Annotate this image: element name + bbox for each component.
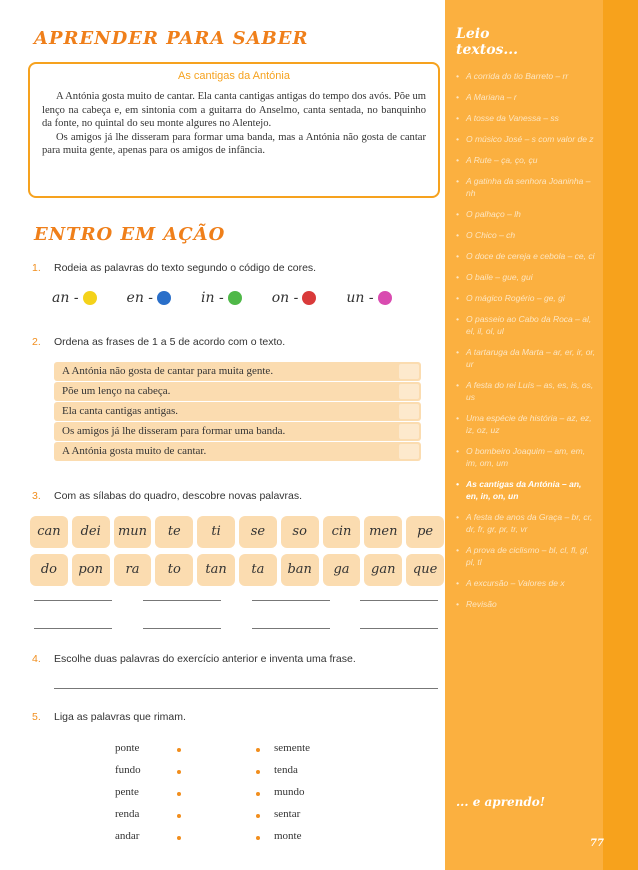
order-sentence xyxy=(54,382,421,401)
exercise-number: 3. xyxy=(32,490,41,502)
toc-item[interactable]: • A tosse da Vanessa – ss xyxy=(456,112,596,124)
story-paragraph-1: A Antónia gosta muito de cantar. Ela canta cantigas antigas do tempo dos avós. Põe um lenço na cabeça e, em sintonia com a guitarra do Anselmo, canta sentada, no banquinho da fonte, no quintal do seu monte algures no Alentejo. xyxy=(42,91,426,129)
code-label: an - xyxy=(52,290,79,306)
rhyme-left-word: andar xyxy=(115,830,140,842)
connect-dot[interactable] xyxy=(177,814,181,818)
rhyme-right-word: sentar xyxy=(274,808,301,820)
answer-line[interactable] xyxy=(34,600,112,601)
syllable: so xyxy=(281,516,319,548)
sidebar-title-line: textos... xyxy=(456,42,519,58)
toc-item[interactable]: • A tartaruga da Marta – ar, er, ir, or, ur xyxy=(456,346,596,370)
code-label: in - xyxy=(201,290,224,306)
syllable: ta xyxy=(239,554,277,586)
syllable: men xyxy=(364,516,402,548)
toc-item[interactable]: • Revisão xyxy=(456,598,596,610)
rhyme-right-word: tenda xyxy=(274,764,298,776)
splat-icon xyxy=(228,291,242,305)
answer-line[interactable] xyxy=(143,600,221,601)
sentence-line[interactable] xyxy=(54,688,438,689)
syllable: se xyxy=(239,516,277,548)
sentence-text: Põe um lenço na cabeça. xyxy=(62,385,171,397)
toc-item[interactable]: • A prova de ciclismo – bl, cl, fl, gl, pl, tl xyxy=(456,544,596,568)
order-sentence xyxy=(54,402,421,421)
section-header-entro: ENTRO EM AÇÃO xyxy=(34,224,226,245)
toc-item[interactable]: • O mágico Rogério – ge, gi xyxy=(456,292,596,304)
toc-item[interactable]: • O passeio ao Cabo da Roca – al, el, il, ol, ul xyxy=(456,313,596,337)
syllable: to xyxy=(155,554,193,586)
syllable: ra xyxy=(114,554,152,586)
toc-item[interactable]: • O baile – gue, gui xyxy=(456,271,596,283)
toc-item[interactable]: • A corrida do tio Barreto – rr xyxy=(456,70,596,82)
exercise-3 xyxy=(32,490,302,502)
syllable-row xyxy=(30,516,444,548)
toc-item[interactable]: • A festa de anos da Graça – br, cr, dr, fr, gr, pr, tr, vr xyxy=(456,511,596,535)
code-un xyxy=(346,290,391,306)
exercise-number: 4. xyxy=(32,653,41,665)
exercise-text: Liga as palavras que rimam. xyxy=(54,711,186,723)
toc-item[interactable]: • Uma espécie de história – az, ez, iz, oz, uz xyxy=(456,412,596,436)
page-number: 77 xyxy=(590,838,604,849)
syllable: pon xyxy=(72,554,110,586)
splat-icon xyxy=(302,291,316,305)
syllable: cin xyxy=(323,516,361,548)
exercise-text: Com as sílabas do quadro, descobre novas palavras. xyxy=(54,490,303,502)
syllable-grid xyxy=(30,516,444,592)
syllable: ga xyxy=(323,554,361,586)
answer-line[interactable] xyxy=(252,600,330,601)
sentence-text: Ela canta cantigas antigas. xyxy=(62,405,179,417)
syllable: can xyxy=(30,516,68,548)
exercise-5 xyxy=(32,711,186,723)
toc-item[interactable]: • A Rute – ça, ço, çu xyxy=(456,154,596,166)
connect-dot[interactable] xyxy=(256,814,260,818)
code-en xyxy=(127,290,171,306)
toc-item-active[interactable]: • As cantigas da Antónia – an, en, in, on, un xyxy=(456,478,596,502)
sidebar-footer: ... e aprendo! xyxy=(456,795,546,809)
number-slot[interactable] xyxy=(399,384,419,399)
rhyme-right-word: mundo xyxy=(274,786,305,798)
story-box xyxy=(28,62,440,198)
code-in xyxy=(201,290,242,306)
exercise-number: 2. xyxy=(32,336,41,348)
sentence-text: A Antónia não gosta de cantar para muita gente. xyxy=(62,365,274,377)
number-slot[interactable] xyxy=(399,444,419,459)
connect-dot[interactable] xyxy=(256,792,260,796)
toc-item[interactable]: • A excursão – Valores de x xyxy=(456,577,596,589)
syllable: te xyxy=(155,516,193,548)
sentence-text: Os amigos já lhe disseram para formar uma banda. xyxy=(62,425,286,437)
syllable: dei xyxy=(72,516,110,548)
sidebar-title xyxy=(456,26,518,58)
exercise-2 xyxy=(32,336,285,348)
order-sentence xyxy=(54,362,421,381)
number-slot[interactable] xyxy=(399,404,419,419)
syllable: pe xyxy=(406,516,444,548)
connect-dot[interactable] xyxy=(256,748,260,752)
rhyme-right-word: monte xyxy=(274,830,302,842)
toc-item[interactable]: • A festa do rei Luís – as, es, is, os, us xyxy=(456,379,596,403)
syllable: que xyxy=(406,554,444,586)
number-slot[interactable] xyxy=(399,364,419,379)
answer-line[interactable] xyxy=(34,628,112,629)
story-title: As cantigas da Antónia xyxy=(178,70,290,82)
syllable: gan xyxy=(364,554,402,586)
section-header-aprender: APRENDER PARA SABER xyxy=(34,28,309,49)
toc-item[interactable]: • O bombeiro Joaquim – am, em, im, om, um xyxy=(456,445,596,469)
connect-dot[interactable] xyxy=(256,836,260,840)
exercise-number: 1. xyxy=(32,262,41,274)
toc-item[interactable]: • O doce de cereja e cebola – ce, ci xyxy=(456,250,596,262)
code-label: on - xyxy=(271,290,299,306)
syllable: ti xyxy=(197,516,235,548)
toc-item[interactable]: • A gatinha da senhora Joaninha – nh xyxy=(456,175,596,199)
syllable: ban xyxy=(281,554,319,586)
answer-line[interactable] xyxy=(143,628,221,629)
syllable-row xyxy=(30,554,444,586)
story-paragraph-2: Os amigos já lhe disseram para formar uma banda, mas a Antónia não gosta de cantar para muita gente, apenas para os amigos de infância. xyxy=(42,131,426,156)
rhyme-right-word: semente xyxy=(274,742,311,754)
rhyme-left-word: pente xyxy=(115,786,139,798)
exercise-1 xyxy=(32,262,316,274)
rhyme-left-word: renda xyxy=(115,808,140,820)
code-label: en - xyxy=(126,290,154,306)
code-an xyxy=(52,290,97,306)
number-slot[interactable] xyxy=(399,424,419,439)
toc-item[interactable]: • O Chico – ch xyxy=(456,229,596,241)
answer-line[interactable] xyxy=(360,600,438,601)
connect-dot[interactable] xyxy=(177,836,181,840)
sidebar-edge xyxy=(603,0,638,870)
toc-item[interactable]: • O palhaço – lh xyxy=(456,208,596,220)
connect-dot[interactable] xyxy=(256,770,260,774)
sidebar-title-line: Leio xyxy=(456,26,490,42)
color-code xyxy=(52,290,392,306)
sentence-text: A Antónia gosta muito de cantar. xyxy=(62,445,207,457)
answer-line[interactable] xyxy=(252,628,330,629)
splat-icon xyxy=(378,291,392,305)
order-sentence xyxy=(54,442,421,461)
exercise-number: 5. xyxy=(32,711,41,723)
syllable: do xyxy=(30,554,68,586)
connect-dot[interactable] xyxy=(177,770,181,774)
order-sentence xyxy=(54,422,421,441)
code-label: un - xyxy=(346,290,374,306)
syllable: tan xyxy=(197,554,235,586)
rhyme-left-word: fundo xyxy=(115,764,141,776)
exercise-text: Rodeia as palavras do texto segundo o código de cores. xyxy=(54,262,317,274)
splat-icon xyxy=(157,291,171,305)
exercise-text: Ordena as frases de 1 a 5 de acordo com o texto. xyxy=(54,336,286,348)
code-on xyxy=(272,290,317,306)
sidebar-toc xyxy=(456,70,596,619)
syllable: mun xyxy=(114,516,152,548)
splat-icon xyxy=(83,291,97,305)
toc-item[interactable]: • A Mariana – r xyxy=(456,91,596,103)
rhyme-left-word: ponte xyxy=(115,742,140,754)
connect-dot[interactable] xyxy=(177,748,181,752)
answer-line[interactable] xyxy=(360,628,438,629)
exercise-text: Escolhe duas palavras do exercício anterior e inventa uma frase. xyxy=(54,653,356,665)
connect-dot[interactable] xyxy=(177,792,181,796)
toc-item[interactable]: • O músico José – s com valor de z xyxy=(456,133,596,145)
exercise-4 xyxy=(32,653,356,665)
order-list xyxy=(54,362,421,462)
